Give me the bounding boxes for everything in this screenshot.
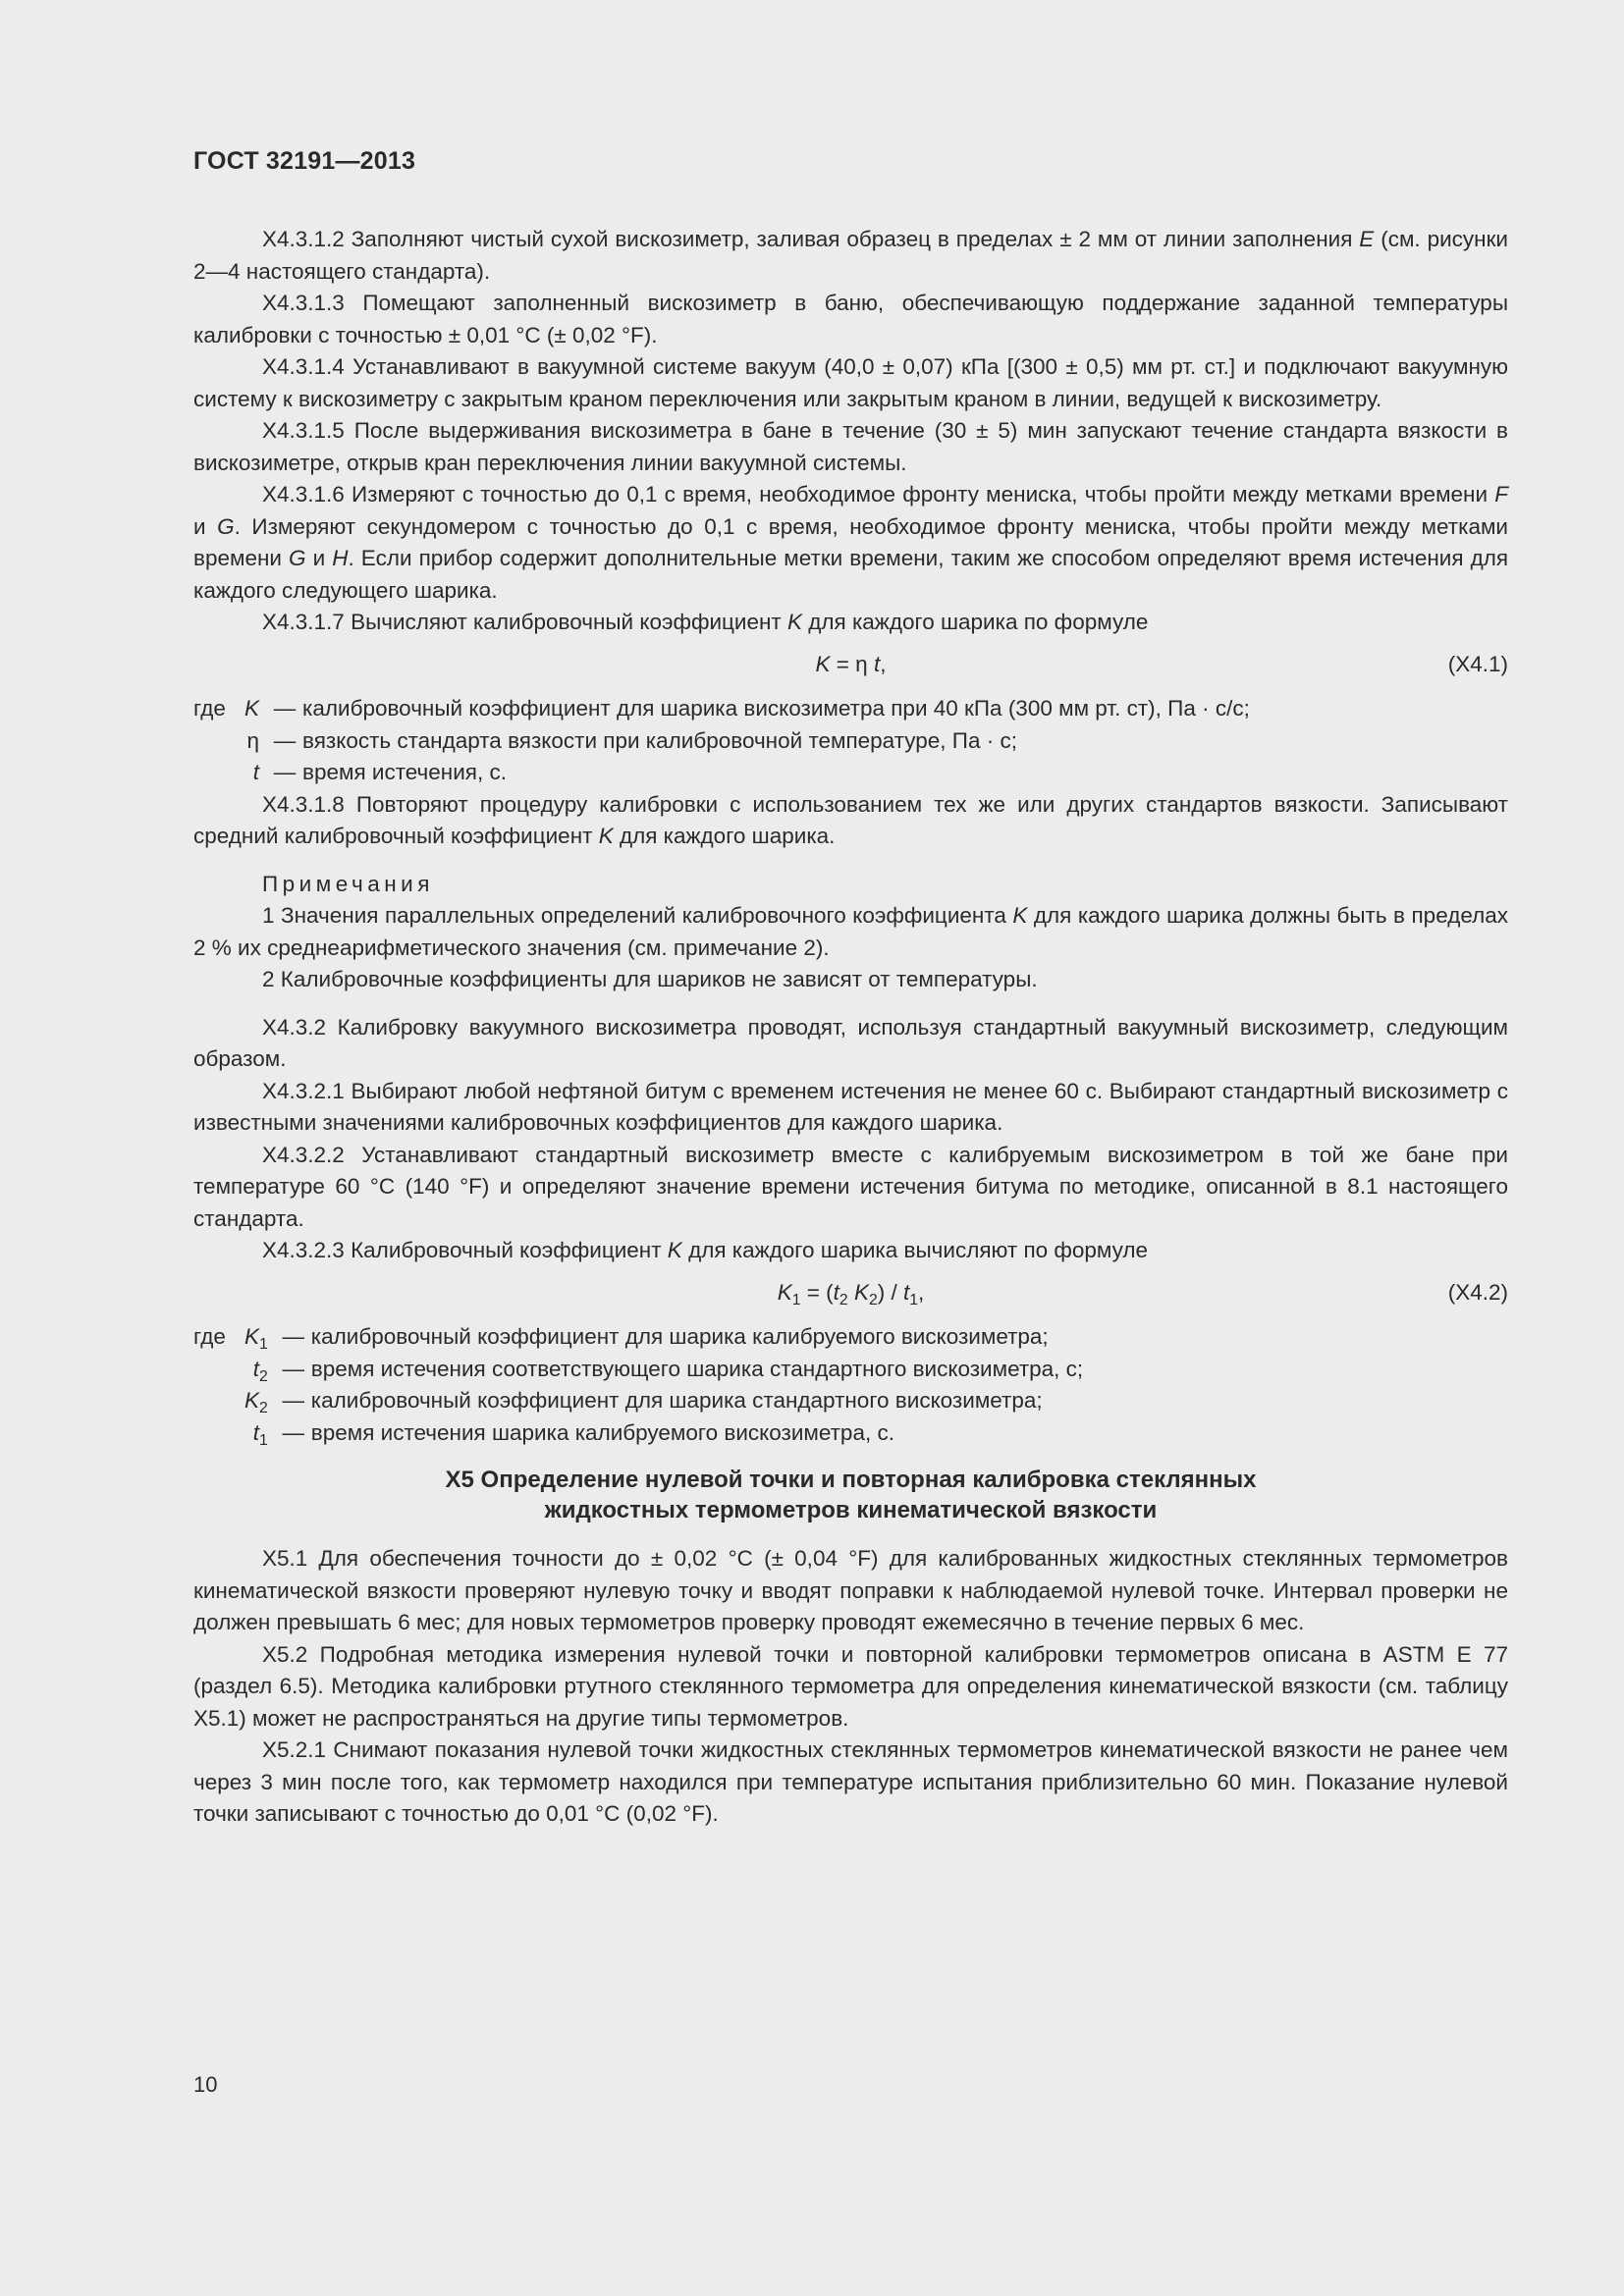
where-symbol: t (252, 760, 260, 784)
paragraph-x4-3-1-8 (193, 789, 1508, 853)
where-lead: где (193, 696, 226, 721)
text: ) / (877, 1279, 903, 1305)
text: Х4.3.1.6 Измеряют с точностью до 0,1 с время, необходимое фронту мениска, чтобы пройти между метками времени (262, 482, 1495, 507)
text: , (880, 651, 887, 676)
text: для каждого шарика по формуле (802, 610, 1149, 634)
paragraph-x5-1: Х5.1 Для обеспечения точности до ± 0,02 °С (± 0,04 °F) для калиброванных жидкостных стеклянных термометров кинематической вязкости проверяют нулевую точку и вводят поправки к наблюдаемой нулевой точке. Интервал проверки не должен превышать 6 мес; для новых термометров проверку проводят ежемесячно в течение первых 6 мес. (193, 1546, 1508, 1634)
formula-x4-1 (193, 649, 1508, 681)
where-description: калибровочный коэффициент для шарика вискозиметра при 40 кПа (300 мм рт. ст), Па · с/с; (302, 696, 1250, 721)
text: , (918, 1279, 925, 1305)
text: Х4.3.1.2 Заполняют чистый сухой вискозиметр, заливая образец в пределах ± 2 мм от линии заполнения (262, 227, 1360, 251)
symbol-K: K (787, 610, 803, 634)
symbol-H: H (332, 546, 349, 570)
where-symbol (244, 1354, 276, 1386)
paragraph-x4-3-2-2: Х4.3.2.2 Устанавливают стандартный вискозиметр вместе с калибруемым вискозиметром в той же бане при температуре 60 °С (140 °F) и определяют значение времени истечения битума по методике, описанной в 8.1 настоящего стандарта. (193, 1142, 1508, 1231)
where-row (193, 725, 1250, 758)
paragraph-x4-3-2: Х4.3.2 Калибровку вакуумного вискозиметра проводят, используя стандартный вакуумный вискозиметр, следующим образом. (193, 1014, 1508, 1071)
paragraph-x4-3-1-3: Х4.3.1.3 Помещают заполненный вискозиметр в баню, обеспечивающую поддержание заданной температуры калибровки с точностью ± 0,01 °С (± 0,02 °F). (193, 291, 1508, 347)
where-row (193, 693, 1250, 725)
where-list-1 (193, 693, 1250, 789)
subscript: 2 (259, 1367, 268, 1385)
where-row (193, 1417, 1083, 1450)
where-symbol (244, 1385, 276, 1417)
where-row (193, 1321, 1083, 1354)
symbol-G: G (217, 513, 235, 539)
text: = ( (800, 1279, 834, 1305)
symbol-E: Е (1359, 227, 1375, 251)
note-2: 2 Калибровочные коэффициенты для шариков не зависят от температуры. (262, 967, 1038, 991)
formula-number: (Х4.1) (1447, 651, 1508, 676)
where-lead (193, 757, 244, 789)
where-dash: — (273, 760, 297, 784)
where-lead (193, 725, 244, 758)
where-row (193, 757, 1250, 789)
section-heading-x5 (193, 1465, 1508, 1525)
where-row (193, 1354, 1083, 1386)
where-symbol: η (246, 727, 260, 753)
where-dash: — (282, 1388, 305, 1413)
where-list-2 (193, 1321, 1083, 1449)
text: и (305, 546, 333, 570)
paragraph-x4-3-1-6 (193, 479, 1508, 607)
paragraph-x4-3-1-5: Х4.3.1.5 После выдерживания вискозиметра в бане в течение (30 ± 5) мин запускают течение стандарта вязкости в вискозиметре, открыв кран переключения линии вакуумной системы. (193, 418, 1508, 475)
symbol-t: t (833, 1279, 839, 1305)
where-row (193, 1385, 1083, 1417)
subscript: 2 (839, 1291, 848, 1308)
paragraph-x5-2-1: Х5.2.1 Снимают показания нулевой точки жидкостных стеклянных термометров кинематической вязкости не ранее чем через 3 мин после того, как термометр находился при температуре испытания приблизительно 60 мин. Показание нулевой точки записывают с точностью до 0,01 °С (0,02 °F). (193, 1737, 1508, 1826)
paragraph-x4-3-2-1: Х4.3.2.1 Выбирают любой нефтяной битум с временем истечения не менее 60 с. Выбирают стандартный вискозиметр с известными значениями калибровочных коэффициентов для каждого шарика. (193, 1078, 1508, 1135)
page-header: ГОСТ 32191—2013 (193, 147, 416, 175)
paragraph-x4-3-1-4: Х4.3.1.4 Устанавливают в вакуумной системе вакуум (40,0 ± 0,07) кПа [(300 ± 0,5) мм рт. ст.] и подключают вакуумную систему к вискозиметру с закрытым краном переключения или закрытым краном в линии, ведущей к вискозиметру. (193, 354, 1508, 411)
symbol-t: t (873, 651, 881, 676)
text: = η (830, 651, 874, 676)
symbol-K: K (1012, 903, 1028, 928)
where-description: время истечения соответствующего шарика стандартного вискозиметра, с; (310, 1356, 1084, 1381)
subscript: 1 (259, 1431, 268, 1449)
where-dash: — (273, 696, 297, 721)
subscript: 1 (909, 1291, 918, 1308)
subscript: 2 (259, 1400, 268, 1416)
symbol-K: K (815, 651, 831, 676)
subscript: 1 (259, 1336, 268, 1353)
text: для каждого шарика. (613, 824, 836, 848)
where-description: вязкость стандарта вязкости при калибровочной температуре, Па · с; (302, 727, 1017, 753)
symbol-F: F (1494, 482, 1508, 507)
spacer (193, 996, 1508, 1012)
where-lead (193, 1354, 244, 1386)
text: . Измеряют секундомером с точностью до 0,1 с время, необходимое фронту мениска, чтобы пройти между метками времени (193, 513, 1508, 570)
page-number: 10 (193, 2072, 218, 2097)
text: для каждого шарика вычисляют по формуле (681, 1238, 1149, 1262)
where-description: время истечения, с. (302, 760, 507, 784)
section-heading-line: жидкостных термометров кинематической вязкости (544, 1497, 1158, 1523)
text: для каждого шарика должны быть в пределах 2 % их среднеарифметического значения (см. примечание 2). (193, 903, 1508, 960)
symbol: K (244, 1388, 260, 1413)
where-symbol (244, 1321, 276, 1354)
paragraph-x5-2: Х5.2 Подробная методика измерения нулевой точки и повторной калибровки термометров описана в ASTM E 77 (раздел 6.5). Методика калибровки ртутного стеклянного термометра для определения кинематической вязкости (см. таблицу Х5.1) может не распространяться на другие типы термометров. (193, 1641, 1508, 1731)
where-dash: — (273, 727, 297, 753)
where-description: калибровочный коэффициент для шарика калибруемого вискозиметра; (310, 1324, 1049, 1349)
formula-expression (193, 1277, 1508, 1309)
symbol-G: G (289, 546, 306, 570)
symbol: t (252, 1356, 260, 1381)
symbol: K (244, 1324, 260, 1349)
text: 1 Значения параллельных определений калибровочного коэффициента (262, 903, 1013, 928)
paragraph-x4-3-1-7 (193, 607, 1508, 639)
formula-expression (193, 649, 1508, 681)
where-description: время истечения шарика калибруемого вискозиметра, с. (310, 1419, 894, 1445)
symbol-K: K (853, 1279, 869, 1305)
where-dash: — (282, 1419, 305, 1445)
spacer (193, 853, 1508, 869)
subscript: 2 (868, 1291, 878, 1308)
symbol-K: K (598, 824, 614, 848)
where-description: калибровочный коэффициент для шарика стандартного вискозиметра; (310, 1388, 1043, 1413)
where-dash: — (282, 1324, 305, 1349)
document-body (193, 224, 1508, 1831)
where-symbol: K (244, 696, 260, 721)
text: (см. рисунки 2—4 настоящего стандарта). (193, 227, 1508, 284)
text: Х4.3.2.3 Калибровочный коэффициент (262, 1238, 668, 1262)
where-lead (193, 1385, 244, 1417)
where-lead (193, 1417, 244, 1450)
paragraph-x4-3-1-2 (193, 224, 1508, 288)
where-lead: где (193, 1324, 226, 1349)
symbol-K: K (777, 1279, 792, 1305)
text: Х4.3.1.8 Повторяют процедуру калибровки с использованием тех же или других стандартов вязкости. Записывают средний калибровочный коэффициент (193, 791, 1508, 848)
text: и (193, 513, 218, 539)
symbol: t (252, 1419, 260, 1445)
text: Х4.3.1.7 Вычисляют калибровочный коэффициент (262, 610, 787, 634)
section-heading-line: Х5 Определение нулевой точки и повторная калибровка стеклянных (445, 1467, 1257, 1493)
symbol-K: K (667, 1238, 682, 1262)
note-1 (193, 900, 1508, 964)
paragraph-x4-3-2-3 (193, 1235, 1508, 1267)
where-symbol (244, 1417, 276, 1450)
notes-title: Примечания (262, 871, 434, 896)
formula-x4-2 (193, 1277, 1508, 1309)
text: . Если прибор содержит дополнительные метки времени, таким же способом определяют время истечения для каждого следующего шарика. (193, 546, 1509, 603)
subscript: 1 (791, 1291, 801, 1308)
symbol-t: t (902, 1279, 910, 1305)
where-dash: — (282, 1356, 305, 1381)
formula-number: (Х4.2) (1447, 1279, 1508, 1305)
